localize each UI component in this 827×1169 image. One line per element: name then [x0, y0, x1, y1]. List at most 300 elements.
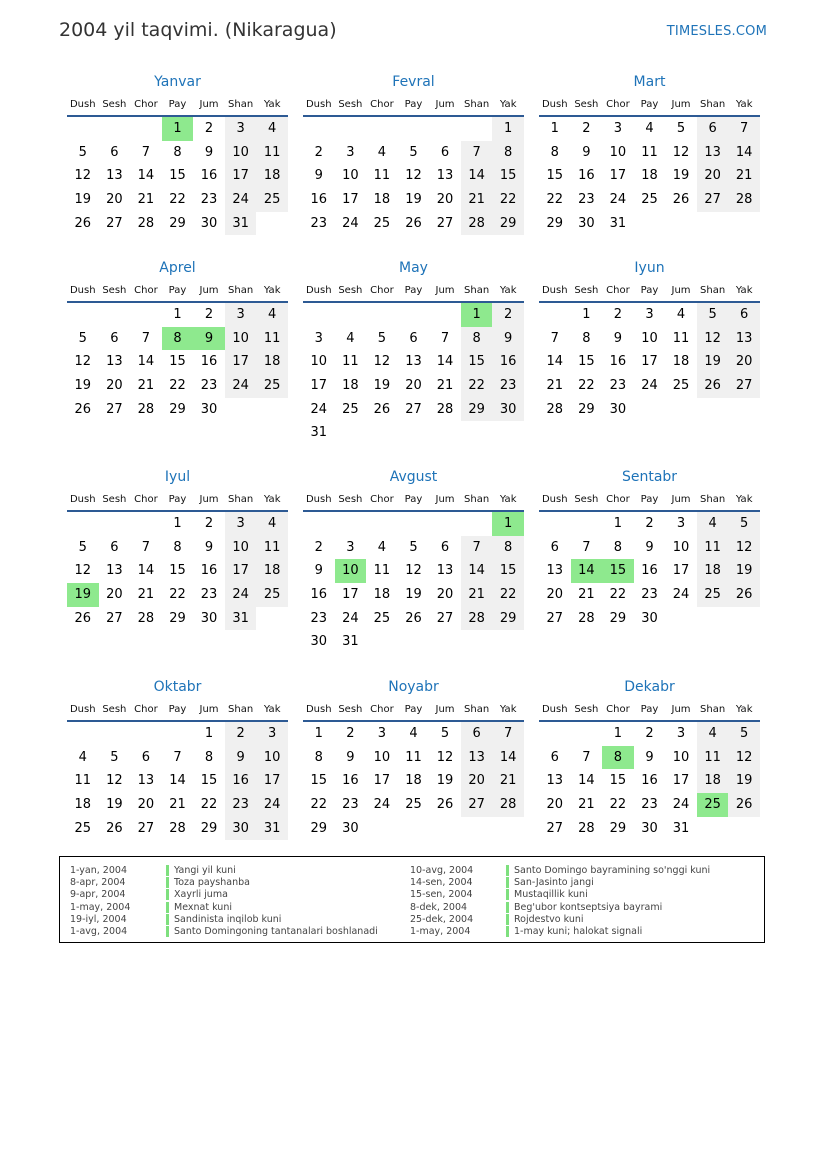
day-cell: 12 — [74, 563, 92, 579]
legend-holiday-name: 1-may kuni; halokat signali — [506, 926, 642, 937]
day-cell: 27 — [461, 793, 493, 817]
weekday-label: Sesh — [338, 99, 363, 110]
day-cell: 22 — [609, 797, 627, 813]
weekday-header — [303, 702, 524, 722]
day-cell: 20 — [436, 587, 454, 603]
day-cell: 28 — [169, 820, 186, 836]
weekday-label: Sesh — [574, 494, 599, 505]
day-cell: 6 — [697, 117, 729, 141]
empty-cell — [67, 512, 99, 536]
day-cell: 2 — [204, 121, 214, 136]
day-cell: 26 — [697, 374, 729, 398]
month-name: Iyul — [164, 469, 191, 485]
day-cell: 21 — [728, 164, 760, 188]
day-cell: 2 — [645, 726, 654, 741]
day-cell: 25 — [256, 374, 288, 398]
day-cell: 22 — [546, 192, 564, 208]
day-cell: 31 — [609, 215, 627, 231]
weekday-label: Yak — [499, 494, 517, 505]
weekday-label: Chor — [370, 494, 394, 505]
day-cell: 4 — [377, 539, 387, 555]
legend-holiday-name: Beg'ubor kontseptsiya bayrami — [506, 902, 662, 913]
day-cell: 10 — [225, 141, 257, 165]
month-name: Aprel — [159, 260, 196, 276]
day-cell: 10 — [373, 749, 391, 765]
empty-cell — [130, 117, 162, 141]
legend-holiday-name: Santo Domingo bayramining so'nggi kuni — [506, 865, 710, 876]
day-cell: 30 — [342, 820, 359, 836]
weekday-label: Jum — [671, 494, 691, 505]
empty-cell — [539, 722, 571, 746]
day-cell: 6 — [409, 330, 418, 346]
month-10 — [303, 677, 524, 840]
day-cell: 27 — [436, 215, 454, 231]
day-cell: 7 — [173, 749, 182, 765]
day-cell: 2 — [582, 121, 591, 136]
day-cell: 12 — [373, 354, 391, 370]
legend-holiday-name: Rojdestvo kuni — [506, 914, 584, 925]
weekday-label: Jum — [435, 285, 455, 296]
weekday-label: Jum — [435, 704, 455, 715]
day-cell: 11 — [373, 168, 391, 184]
weekday-label: Dush — [69, 285, 96, 296]
day-cell: 26 — [405, 215, 422, 231]
holiday-day-cell: 1 — [492, 512, 524, 536]
day-cell: 23 — [342, 797, 359, 813]
weekday-label: Dush — [69, 704, 96, 715]
weekday-label: Yak — [735, 99, 753, 110]
legend-row — [70, 925, 378, 937]
day-cell: 9 — [492, 327, 524, 351]
month-9 — [67, 677, 288, 840]
day-cell: 14 — [728, 141, 760, 165]
weekday-label: Sesh — [102, 494, 127, 505]
day-cell: 12 — [697, 327, 729, 351]
weekday-label: Yak — [499, 704, 517, 715]
day-cell: 19 — [373, 378, 391, 394]
day-cell: 30 — [200, 401, 218, 417]
day-cell: 4 — [256, 303, 288, 327]
day-cell: 14 — [137, 354, 155, 370]
day-cell: 1 — [173, 307, 182, 322]
day-grid — [539, 722, 760, 840]
empty-cell — [461, 117, 493, 141]
day-cell: 16 — [225, 769, 257, 793]
month-5 — [539, 258, 760, 421]
day-cell: 8 — [461, 327, 493, 351]
weekday-label: Chor — [370, 285, 394, 296]
day-cell: 21 — [137, 378, 155, 394]
day-cell: 28 — [436, 401, 454, 417]
day-cell: 11 — [342, 354, 359, 370]
empty-cell — [429, 117, 461, 141]
day-cell: 11 — [373, 563, 391, 579]
day-cell: 18 — [641, 168, 658, 184]
day-cell: 1 — [550, 121, 559, 136]
day-cell: 5 — [409, 539, 418, 555]
day-cell: 5 — [676, 121, 686, 136]
day-cell: 26 — [106, 820, 123, 836]
day-cell: 25 — [256, 188, 288, 212]
legend-holiday-name: Yangi yil kuni — [166, 865, 236, 876]
day-cell: 10 — [609, 144, 627, 160]
day-cell: 5 — [110, 749, 119, 765]
day-cell: 18 — [342, 378, 359, 394]
day-cell: 12 — [436, 749, 454, 765]
day-cell: 31 — [225, 607, 257, 631]
day-cell: 14 — [169, 773, 186, 789]
legend-holiday-name: Toza payshanba — [166, 877, 250, 888]
day-cell: 16 — [200, 563, 218, 579]
day-cell: 24 — [672, 797, 690, 813]
day-cell: 31 — [256, 817, 288, 841]
weekday-label: Yak — [735, 494, 753, 505]
day-cell: 13 — [405, 354, 422, 370]
day-cell: 4 — [409, 726, 418, 741]
day-cell: 17 — [672, 773, 690, 789]
month-name: May — [399, 260, 428, 276]
day-cell: 26 — [436, 797, 454, 813]
day-cell: 15 — [200, 773, 218, 789]
weekday-label: Dush — [541, 99, 568, 110]
day-cell: 15 — [461, 350, 493, 374]
day-cell: 30 — [200, 215, 218, 231]
empty-cell — [366, 512, 398, 536]
day-cell: 6 — [440, 539, 450, 555]
day-cell: 16 — [492, 350, 524, 374]
day-grid — [539, 117, 760, 235]
weekday-label: Sesh — [338, 285, 363, 296]
day-cell: 12 — [74, 168, 92, 184]
day-cell: 25 — [342, 401, 359, 417]
day-cell: 24 — [342, 610, 359, 626]
day-cell: 29 — [609, 610, 627, 626]
day-cell: 18 — [256, 164, 288, 188]
weekday-label: Sesh — [102, 99, 127, 110]
day-cell: 9 — [582, 144, 591, 160]
day-cell: 17 — [373, 773, 391, 789]
holiday-day-cell: 8 — [602, 746, 634, 770]
empty-cell — [99, 512, 131, 536]
day-cell: 29 — [169, 215, 186, 231]
day-cell: 24 — [342, 215, 359, 231]
day-cell: 23 — [200, 192, 218, 208]
legend-date: 1-avg, 2004 — [70, 926, 128, 938]
month-1 — [303, 72, 524, 235]
day-cell: 3 — [377, 726, 387, 741]
legend-date: 25-dek, 2004 — [410, 913, 474, 925]
legend-holiday-name: Mexnat kuni — [166, 902, 232, 913]
day-cell: 9 — [314, 563, 323, 579]
day-cell: 27 — [546, 820, 564, 836]
day-cell: 29 — [546, 215, 564, 231]
day-cell: 27 — [106, 215, 123, 231]
day-cell: 23 — [641, 587, 658, 603]
day-cell: 13 — [546, 773, 564, 789]
day-cell: 1 — [204, 726, 214, 741]
day-cell: 4 — [645, 121, 654, 136]
day-cell: 3 — [676, 726, 686, 741]
day-grid — [67, 117, 288, 235]
day-cell: 2 — [204, 307, 214, 322]
weekday-label: Dush — [305, 285, 332, 296]
weekday-label: Shan — [228, 99, 254, 110]
weekday-label: Chor — [134, 285, 158, 296]
day-cell: 15 — [169, 168, 186, 184]
day-cell: 6 — [550, 539, 559, 555]
weekday-header — [67, 492, 288, 512]
day-cell: 6 — [461, 722, 493, 746]
day-cell: 23 — [310, 215, 328, 231]
day-cell: 7 — [461, 141, 493, 165]
day-cell: 28 — [137, 610, 155, 626]
day-cell: 12 — [405, 563, 422, 579]
day-cell: 14 — [578, 773, 595, 789]
legend-date: 1-may, 2004 — [410, 926, 471, 938]
day-cell: 19 — [405, 192, 422, 208]
day-cell: 8 — [582, 330, 591, 346]
day-cell: 10 — [342, 168, 359, 184]
day-cell: 18 — [405, 773, 422, 789]
weekday-label: Jum — [671, 99, 691, 110]
legend-date: 14-sen, 2004 — [410, 876, 473, 888]
day-cell: 24 — [225, 583, 257, 607]
weekday-label: Chor — [134, 494, 158, 505]
weekday-label: Sesh — [574, 285, 599, 296]
day-cell: 2 — [204, 516, 214, 531]
day-cell: 8 — [204, 749, 214, 765]
weekday-label: Pay — [168, 285, 187, 296]
day-cell: 2 — [314, 144, 323, 160]
day-cell: 4 — [256, 512, 288, 536]
day-cell: 29 — [310, 820, 328, 836]
day-cell: 8 — [613, 539, 623, 555]
day-cell: 15 — [546, 168, 564, 184]
month-name: Fevral — [392, 74, 435, 90]
empty-cell — [99, 303, 131, 327]
weekday-label: Yak — [263, 99, 281, 110]
holiday-day-cell: 15 — [602, 559, 634, 583]
weekday-label: Chor — [606, 704, 630, 715]
weekday-label: Jum — [199, 704, 219, 715]
day-cell: 7 — [550, 330, 559, 346]
weekday-label: Dush — [305, 704, 332, 715]
day-cell: 24 — [225, 188, 257, 212]
weekday-header — [303, 283, 524, 303]
day-cell: 17 — [342, 587, 359, 603]
day-cell: 17 — [672, 563, 690, 579]
day-cell: 6 — [728, 303, 760, 327]
day-grid — [303, 722, 524, 840]
day-cell: 9 — [346, 749, 355, 765]
day-cell: 24 — [672, 587, 690, 603]
day-cell: 5 — [377, 330, 387, 346]
legend-date: 8-apr, 2004 — [70, 876, 126, 888]
day-cell: 28 — [728, 188, 760, 212]
day-grid — [303, 117, 524, 235]
day-cell: 22 — [578, 378, 595, 394]
empty-cell — [303, 303, 335, 327]
empty-cell — [99, 722, 131, 746]
day-cell: 18 — [697, 559, 729, 583]
legend-row — [410, 864, 710, 876]
day-cell: 19 — [74, 192, 92, 208]
day-cell: 27 — [728, 374, 760, 398]
day-cell: 18 — [697, 769, 729, 793]
day-cell: 14 — [137, 563, 155, 579]
day-cell: 21 — [137, 192, 155, 208]
day-cell: 14 — [546, 354, 564, 370]
day-cell: 19 — [728, 769, 760, 793]
holiday-legend — [59, 856, 765, 943]
day-cell: 4 — [676, 307, 686, 322]
weekday-label: Chor — [370, 704, 394, 715]
empty-cell — [335, 303, 367, 327]
brand-link[interactable]: TIMESLES.COM — [666, 24, 767, 39]
day-cell: 13 — [436, 168, 454, 184]
day-cell: 15 — [492, 559, 524, 583]
weekday-label: Shan — [700, 99, 726, 110]
holiday-day-cell: 10 — [335, 559, 367, 583]
day-grid — [67, 512, 288, 630]
day-cell: 13 — [546, 563, 564, 579]
day-cell: 9 — [204, 144, 214, 160]
month-7 — [303, 467, 524, 654]
empty-cell — [429, 512, 461, 536]
day-cell: 25 — [373, 215, 391, 231]
day-cell: 2 — [314, 539, 323, 555]
empty-cell — [571, 722, 603, 746]
day-cell: 5 — [440, 726, 450, 741]
day-cell: 23 — [200, 378, 218, 394]
legend-date: 19-iyl, 2004 — [70, 913, 127, 925]
weekday-label: Shan — [700, 285, 726, 296]
day-cell: 15 — [578, 354, 595, 370]
day-cell: 22 — [492, 583, 524, 607]
day-cell: 17 — [310, 378, 328, 394]
weekday-label: Shan — [464, 99, 490, 110]
weekday-header — [67, 283, 288, 303]
holiday-day-cell: 25 — [697, 793, 729, 817]
day-cell: 14 — [461, 559, 493, 583]
empty-cell — [366, 303, 398, 327]
day-cell: 18 — [74, 797, 92, 813]
day-cell: 13 — [697, 141, 729, 165]
legend-row — [410, 901, 710, 913]
empty-cell — [461, 512, 493, 536]
day-cell: 3 — [613, 121, 623, 136]
empty-cell — [398, 303, 430, 327]
legend-row — [70, 889, 378, 901]
day-cell: 24 — [256, 793, 288, 817]
day-cell: 3 — [676, 516, 686, 531]
day-cell: 17 — [342, 192, 359, 208]
day-cell: 5 — [409, 144, 418, 160]
weekday-header — [539, 97, 760, 117]
day-cell: 22 — [609, 587, 627, 603]
day-cell: 20 — [106, 587, 123, 603]
day-cell: 13 — [461, 746, 493, 770]
legend-holiday-name: San-Jasinto jangi — [506, 877, 594, 888]
day-cell: 21 — [546, 378, 564, 394]
holiday-day-cell: 8 — [162, 327, 194, 351]
day-cell: 6 — [110, 539, 119, 555]
day-cell: 15 — [169, 354, 186, 370]
month-name: Avgust — [389, 469, 438, 485]
day-cell: 6 — [550, 749, 559, 765]
day-cell: 28 — [461, 607, 493, 631]
day-cell: 22 — [169, 192, 186, 208]
month-name: Dekabr — [624, 679, 675, 695]
day-cell: 27 — [436, 610, 454, 626]
day-cell: 11 — [641, 144, 658, 160]
day-cell: 7 — [141, 144, 151, 160]
weekday-label: Chor — [606, 494, 630, 505]
day-cell: 7 — [728, 117, 760, 141]
day-cell: 10 — [225, 327, 257, 351]
empty-cell — [335, 512, 367, 536]
day-cell: 18 — [672, 354, 690, 370]
legend-column-left — [70, 864, 378, 938]
weekday-label: Pay — [640, 494, 659, 505]
day-cell: 22 — [492, 188, 524, 212]
holiday-day-cell: 14 — [571, 559, 603, 583]
weekday-label: Chor — [606, 99, 630, 110]
day-cell: 25 — [697, 583, 729, 607]
day-cell: 29 — [578, 401, 595, 417]
month-6 — [67, 467, 288, 630]
day-cell: 25 — [405, 797, 422, 813]
day-cell: 7 — [440, 330, 450, 346]
legend-row — [410, 913, 710, 925]
weekday-label: Yak — [263, 285, 281, 296]
day-cell: 30 — [578, 215, 595, 231]
weekday-label: Dush — [305, 99, 332, 110]
day-cell: 17 — [609, 168, 627, 184]
day-cell: 5 — [728, 512, 760, 536]
day-cell: 23 — [200, 587, 218, 603]
day-cell: 5 — [78, 539, 87, 555]
day-cell: 2 — [346, 726, 355, 741]
day-cell: 31 — [225, 212, 257, 236]
weekday-header — [539, 702, 760, 722]
day-grid — [303, 303, 524, 445]
day-cell: 8 — [550, 144, 559, 160]
legend-row — [70, 913, 378, 925]
weekday-label: Yak — [735, 704, 753, 715]
empty-cell — [303, 117, 335, 141]
empty-cell — [366, 117, 398, 141]
day-cell: 26 — [74, 215, 92, 231]
day-cell: 20 — [461, 769, 493, 793]
empty-cell — [398, 512, 430, 536]
day-cell: 1 — [613, 726, 623, 741]
weekday-label: Chor — [606, 285, 630, 296]
day-cell: 16 — [641, 773, 658, 789]
weekday-label: Jum — [671, 704, 691, 715]
day-cell: 8 — [492, 141, 524, 165]
day-cell: 27 — [137, 820, 155, 836]
month-11 — [539, 677, 760, 840]
weekday-label: Pay — [168, 99, 187, 110]
weekday-label: Yak — [263, 704, 281, 715]
page-title: 2004 yil taqvimi. (Nikaragua) — [59, 19, 337, 41]
day-cell: 20 — [546, 797, 564, 813]
day-cell: 21 — [578, 587, 595, 603]
day-cell: 6 — [110, 144, 119, 160]
day-cell: 28 — [461, 212, 493, 236]
day-cell: 30 — [641, 610, 658, 626]
